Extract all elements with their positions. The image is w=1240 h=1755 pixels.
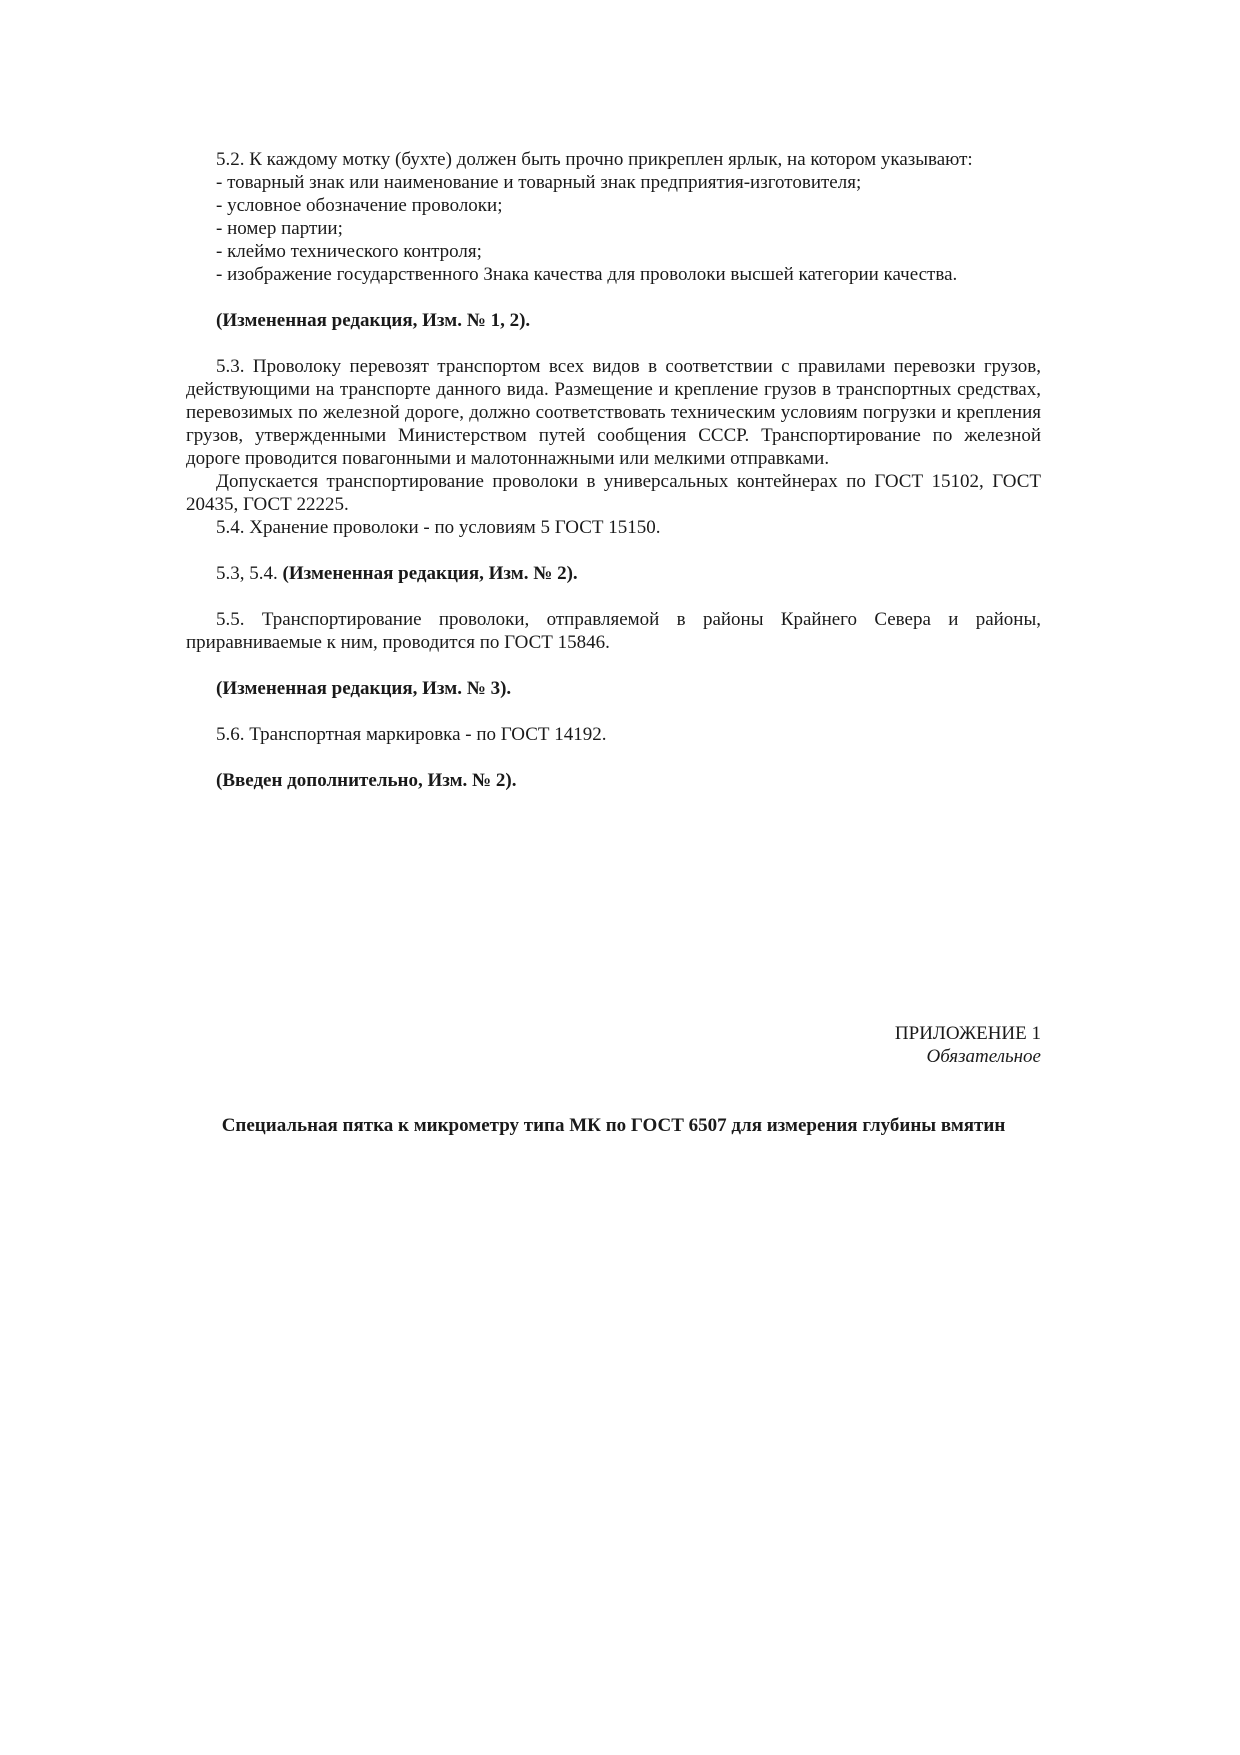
section-5-3 bbox=[186, 355, 1041, 516]
spacer bbox=[186, 332, 1041, 355]
spacer bbox=[186, 539, 1041, 562]
appendix-1 bbox=[186, 1022, 1041, 1137]
appendix-status: Обязательное bbox=[926, 1046, 1041, 1067]
label-item-designation: - условное обозначение проволоки; bbox=[216, 195, 503, 216]
label-item-batch-number: - номер партии; bbox=[216, 218, 343, 239]
spacer bbox=[186, 654, 1041, 677]
revision-note-5-6: (Введен дополнительно, Изм. № 2). bbox=[216, 770, 517, 791]
section-5-4 bbox=[186, 516, 1041, 539]
document-page bbox=[186, 148, 1041, 1137]
spacer bbox=[186, 286, 1041, 309]
section-5-6 bbox=[186, 723, 1041, 792]
appendix-label: ПРИЛОЖЕНИЕ 1 bbox=[894, 1023, 1041, 1044]
section-5-3-paragraph-1: 5.3. Проволоку перевозят транспортом всех видов в соответствии с правилами перевозки грузов, действующими на транспорте данного вида. Размещение и крепление грузов в транспортных средствах, перевозимых по железной дороге, должно соответствовать техническим условиям погрузки и крепления грузов, утвержденными Министерством путей сообщения СССР. Транспортирование по железной дороге проводится повагонными и малотоннажными или мелкими отправками. bbox=[186, 356, 1041, 469]
revision-prefix: 5.3, 5.4. bbox=[216, 563, 283, 584]
appendix-title: Специальная пятка к микрометру типа МК по ГОСТ 6507 для измерения глубины вмятин bbox=[221, 1115, 1006, 1136]
spacer bbox=[186, 585, 1041, 608]
label-item-quality-mark: - изображение государственного Знака качества для проволоки высшей категории качества. bbox=[216, 264, 958, 285]
revision-note-5-5: (Измененная редакция, Изм. № 3). bbox=[216, 678, 512, 699]
section-5-3-paragraph-2: Допускается транспортирование проволоки в универсальных контейнерах по ГОСТ 15102, ГОСТ 20435, ГОСТ 22225. bbox=[186, 471, 1041, 515]
revision-note-5-2: (Измененная редакция, Изм. № 1, 2). bbox=[216, 310, 531, 331]
section-5-4-text: 5.4. Хранение проволоки - по условиям 5 ГОСТ 15150. bbox=[216, 517, 661, 538]
spacer bbox=[186, 1068, 1041, 1091]
label-item-inspection-stamp: - клеймо технического контроля; bbox=[216, 241, 482, 262]
label-item-trademark: - товарный знак или наименование и товарный знак предприятия-изготовителя; bbox=[216, 172, 862, 193]
spacer bbox=[186, 746, 1041, 769]
section-5-5-text: 5.5. Транспортирование проволоки, отправляемой в районы Крайнего Севера и районы, приравниваемые к ним, проводится по ГОСТ 15846. bbox=[186, 609, 1041, 653]
section-5-5 bbox=[186, 608, 1041, 700]
revision-note-5-3-5-4 bbox=[186, 562, 1041, 585]
section-5-6-text: 5.6. Транспортная маркировка - по ГОСТ 14192. bbox=[216, 724, 607, 745]
spacer bbox=[186, 700, 1041, 723]
section-5-2-intro: 5.2. К каждому мотку (бухте) должен быть прочно прикреплен ярлык, на котором указывают: bbox=[216, 149, 973, 170]
revision-note-text: (Измененная редакция, Изм. № 2). bbox=[282, 563, 578, 584]
section-5-2 bbox=[186, 148, 1041, 332]
